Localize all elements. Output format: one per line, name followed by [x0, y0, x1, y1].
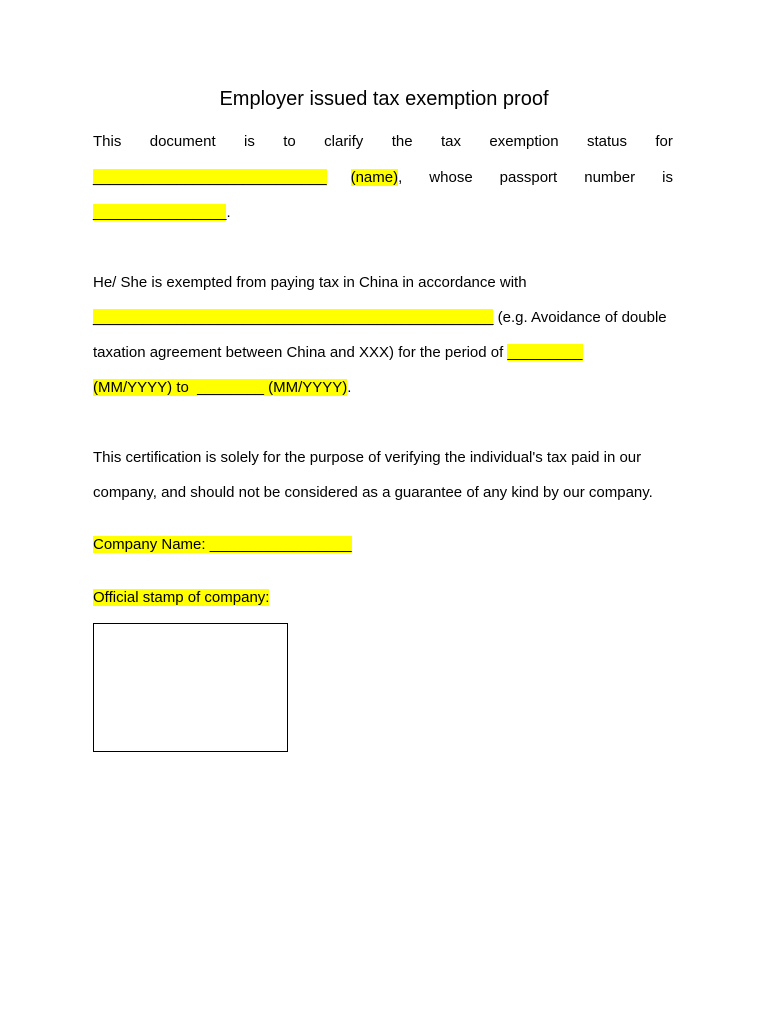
period: . — [226, 204, 231, 221]
para1-line2 — [93, 168, 673, 188]
name-field-group — [93, 168, 402, 188]
word: passport — [499, 169, 558, 186]
company-name-line — [93, 535, 673, 555]
period-from-blank: _________ — [507, 344, 583, 361]
document-title: Employer issued tax exemption proof — [219, 88, 549, 110]
word: for — [655, 133, 673, 150]
agreement-example: (e.g. Avoidance of double — [493, 309, 667, 326]
word: exemption — [489, 133, 559, 150]
word: status — [586, 133, 627, 150]
agreement-blank: ________________________________________________ — [93, 309, 494, 326]
stamp-label: Official stamp of company: — [93, 589, 270, 606]
para3-line1: This certification is solely for the purpose of verifying the individual's tax paid in our — [93, 449, 642, 466]
period-text: taxation agreement between China and XXX) for the period of — [93, 344, 508, 361]
period-to-field: (MM/YYYY) to ________ (MM/YYYY) — [93, 379, 348, 396]
para2-line1: He/ She is exempted from paying tax in China in accordance with — [93, 274, 527, 291]
word: number — [584, 169, 636, 186]
stamp-label-line — [93, 588, 673, 608]
word: tax — [440, 133, 461, 150]
para1-line1 — [93, 132, 673, 152]
para1-line3 — [93, 203, 673, 223]
para3-line2: company, and should not be considered as a guarantee of any kind by our company. — [93, 484, 653, 501]
stamp-box — [93, 623, 288, 752]
para2-line2 — [93, 308, 673, 328]
word: is — [662, 169, 673, 186]
word: This — [93, 133, 122, 150]
company-name-field: Company Name: _________________ — [93, 536, 352, 553]
word: to — [283, 133, 296, 150]
word: document — [149, 133, 216, 150]
word: is — [244, 133, 255, 150]
passport-blank: ________________ — [93, 204, 227, 221]
para2-line4 — [93, 378, 673, 398]
period: . — [347, 379, 352, 396]
name-blank: ____________________________ — [93, 169, 327, 186]
name-label: (name) — [350, 169, 399, 186]
word: whose — [429, 169, 473, 186]
word: the — [391, 133, 413, 150]
comma: , — [398, 169, 403, 186]
para2-line3 — [93, 343, 673, 363]
word: clarify — [324, 133, 364, 150]
